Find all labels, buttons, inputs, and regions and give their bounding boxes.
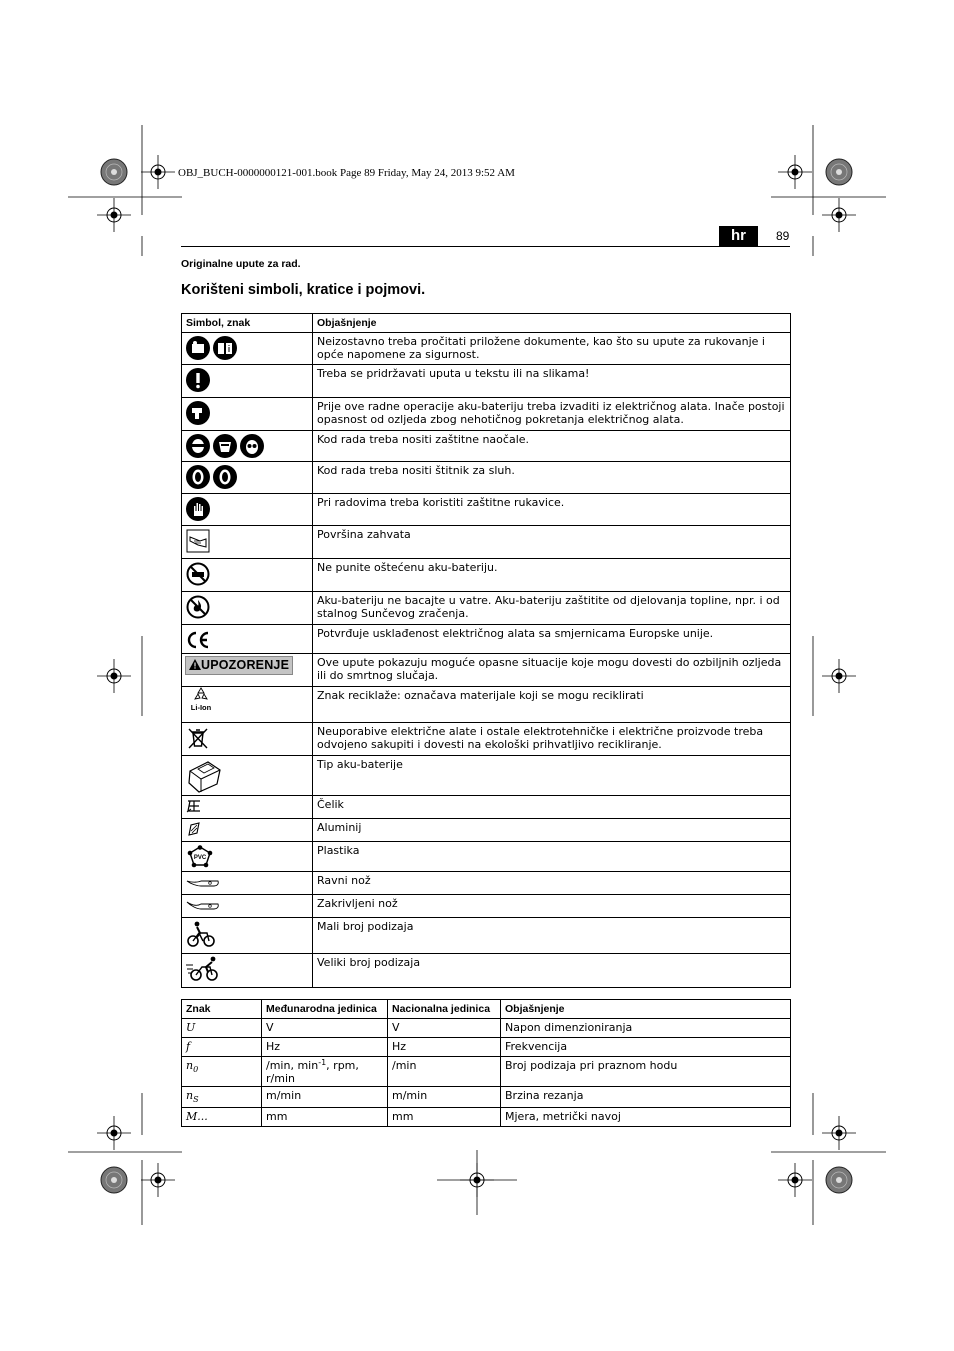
intl-unit-exponent: -1: [318, 1058, 327, 1067]
unit-description: Broj podizaja pri praznom hodu: [501, 1057, 791, 1087]
steel-icon: [186, 798, 204, 814]
row-description: Znak reciklaže: označava materijale koji se mogu reciklirati: [313, 687, 791, 723]
table-row: [182, 895, 791, 918]
fast-bike-icon: [186, 955, 222, 983]
table-header-row: [182, 314, 791, 333]
exclamation-icon: [186, 368, 210, 392]
subtitle: Originalne upute za rad.: [181, 258, 301, 270]
straight-blade-icon: [186, 875, 220, 889]
table-row: [182, 796, 791, 819]
row-description: Aluminij: [313, 819, 791, 842]
table-row: [182, 1108, 791, 1127]
row-description: Neizostavno treba pročitati priložene dokumente, kao što su upute za rukovanje i opće napomene za sigurnost.: [313, 333, 791, 365]
crossed-bin-icon: [186, 726, 210, 750]
recycling-icon: [193, 687, 209, 701]
svg-text:PVC: PVC: [193, 855, 207, 861]
column-header: Međunarodna jedinica: [262, 1000, 388, 1019]
table-row: [182, 1038, 791, 1057]
national-unit: Hz: [388, 1038, 501, 1057]
gloves-icon: [186, 497, 210, 521]
unit-sign: M...: [182, 1108, 262, 1127]
glasses-icon: [240, 434, 264, 458]
table-row: [182, 1057, 791, 1087]
table-row: [182, 1019, 791, 1038]
unit-sign-subscript: 0: [193, 1065, 199, 1075]
row-description: Čelik: [313, 796, 791, 819]
unit-description: Brzina rezanja: [501, 1087, 791, 1108]
table-row: [182, 872, 791, 895]
unit-description: Mjera, metrički navoj: [501, 1108, 791, 1127]
unit-description: Frekvencija: [501, 1038, 791, 1057]
table-row: [182, 365, 791, 398]
unit-sign: U: [182, 1019, 262, 1038]
ear-protection-icon: [213, 465, 237, 489]
intl-unit: mm: [262, 1108, 388, 1127]
row-description: Prije ove radne operacije aku-bateriju treba izvaditi iz električnog alata. Inače postoji opasnost od ozljeda zbog nehotičnog pokretanja električnog alata.: [313, 398, 791, 431]
unit-sign: $n_0$: [182, 1057, 262, 1087]
info-book-icon: [213, 336, 237, 360]
unit-sign: f: [182, 1038, 262, 1057]
column-header: Znak: [182, 1000, 262, 1019]
column-header: Simbol, znak: [182, 314, 313, 333]
column-header: Nacionalna jedinica: [388, 1000, 501, 1019]
intl-unit: Hz: [262, 1038, 388, 1057]
table-row: [182, 431, 791, 462]
row-description: Ne punite oštećenu aku-bateriju.: [313, 559, 791, 592]
intl-unit: V: [262, 1019, 388, 1038]
table-row: [182, 592, 791, 625]
column-header: Objašnjenje: [501, 1000, 791, 1019]
row-description: Neuporabive električne alate i ostale elektrotehničke i električne proizvode treba odvojeno sakupiti i dovesti na ekološki prihvatljivo recikliranje.: [313, 723, 791, 756]
language-badge: hr: [719, 226, 758, 246]
table-row: [182, 1087, 791, 1108]
table-row: [182, 842, 791, 872]
no-fire-icon: [186, 595, 210, 619]
page-number: 89: [776, 229, 790, 243]
table-row: [182, 723, 791, 756]
unit-sign: $n_S$: [182, 1087, 262, 1108]
curved-blade-icon: [186, 898, 220, 912]
intl-unit: /min, $\min^{-1}$, rpm, r/min: [262, 1057, 388, 1087]
national-unit: /min: [388, 1057, 501, 1087]
table-row: [182, 494, 791, 526]
national-unit: mm: [388, 1108, 501, 1127]
row-description: Potvrđuje usklađenost električnog alata sa smjernicama Europske unije.: [313, 625, 791, 654]
unit-sign-subscript: S: [193, 1095, 199, 1105]
row-description: Kod rada treba nositi štitnik za sluh.: [313, 462, 791, 494]
row-description: Zakrivljeni nož: [313, 895, 791, 918]
table-row: [182, 559, 791, 592]
grip-surface-icon: [186, 529, 210, 553]
row-description: Ove upute pokazuju moguće opasne situacije koje mogu dovesti do ozbiljnih ozljeda ili do smrtnog slučaja.: [313, 654, 791, 687]
face-shield-icon: [213, 434, 237, 458]
remove-battery-icon: [186, 401, 210, 425]
table-row: [182, 756, 791, 796]
plastic-icon: [186, 845, 214, 869]
warning-label-text: UPOZORENJE: [201, 658, 290, 672]
row-description: Tip aku-baterije: [313, 756, 791, 796]
goggles-icon: [186, 434, 210, 458]
table-header-row: [182, 1000, 791, 1019]
ce-mark-icon: [186, 628, 210, 652]
row-description: Pri radovima treba koristiti zaštitne rukavice.: [313, 494, 791, 526]
slow-bike-icon: [186, 919, 216, 949]
aluminium-icon: [186, 821, 204, 837]
read-manual-icon: [186, 336, 210, 360]
table-row: [182, 654, 791, 687]
table-row: [182, 918, 791, 954]
header-rule: [181, 246, 790, 247]
row-description: Kod rada treba nositi zaštitne naočale.: [313, 431, 791, 462]
row-description: Treba se pridržavati uputa u tekstu ili na slikama!: [313, 365, 791, 398]
table-row: [182, 625, 791, 654]
table-row: [182, 398, 791, 431]
warning-triangle-icon: [189, 659, 201, 670]
symbols-table: [181, 313, 791, 988]
row-description: Mali broj podizaja: [313, 918, 791, 954]
national-unit: m/min: [388, 1087, 501, 1108]
row-description: Ravni nož: [313, 872, 791, 895]
warning-label: [185, 656, 293, 675]
row-description: Veliki broj podizaja: [313, 954, 791, 988]
unit-description: Napon dimenzioniranja: [501, 1019, 791, 1038]
national-unit: V: [388, 1019, 501, 1038]
table-row: [182, 819, 791, 842]
table-row: [182, 687, 791, 723]
section-heading: Korišteni simboli, kratice i pojmovi.: [181, 282, 426, 298]
file-slug: OBJ_BUCH-0000000121-001.book Page 89 Friday, May 24, 2013 9:52 AM: [178, 167, 515, 179]
column-header: Objašnjenje: [313, 314, 791, 333]
ear-protection-icon: [186, 465, 210, 489]
no-charge-damaged-icon: [186, 562, 210, 586]
battery-type-icon: [186, 759, 222, 793]
units-table: [181, 999, 791, 1127]
table-row: [182, 462, 791, 494]
row-description: Površina zahvata: [313, 526, 791, 559]
table-row: [182, 333, 791, 365]
table-row: [182, 954, 791, 988]
table-row: [182, 526, 791, 559]
li-ion-caption: Li-Ion: [190, 703, 212, 712]
row-description: Plastika: [313, 842, 791, 872]
intl-unit: m/min: [262, 1087, 388, 1108]
row-description: Aku-bateriju ne bacajte u vatre. Aku-bateriju zaštitite od djelovanja topline, npr. i od stalnog Sunčevog zračenja.: [313, 592, 791, 625]
